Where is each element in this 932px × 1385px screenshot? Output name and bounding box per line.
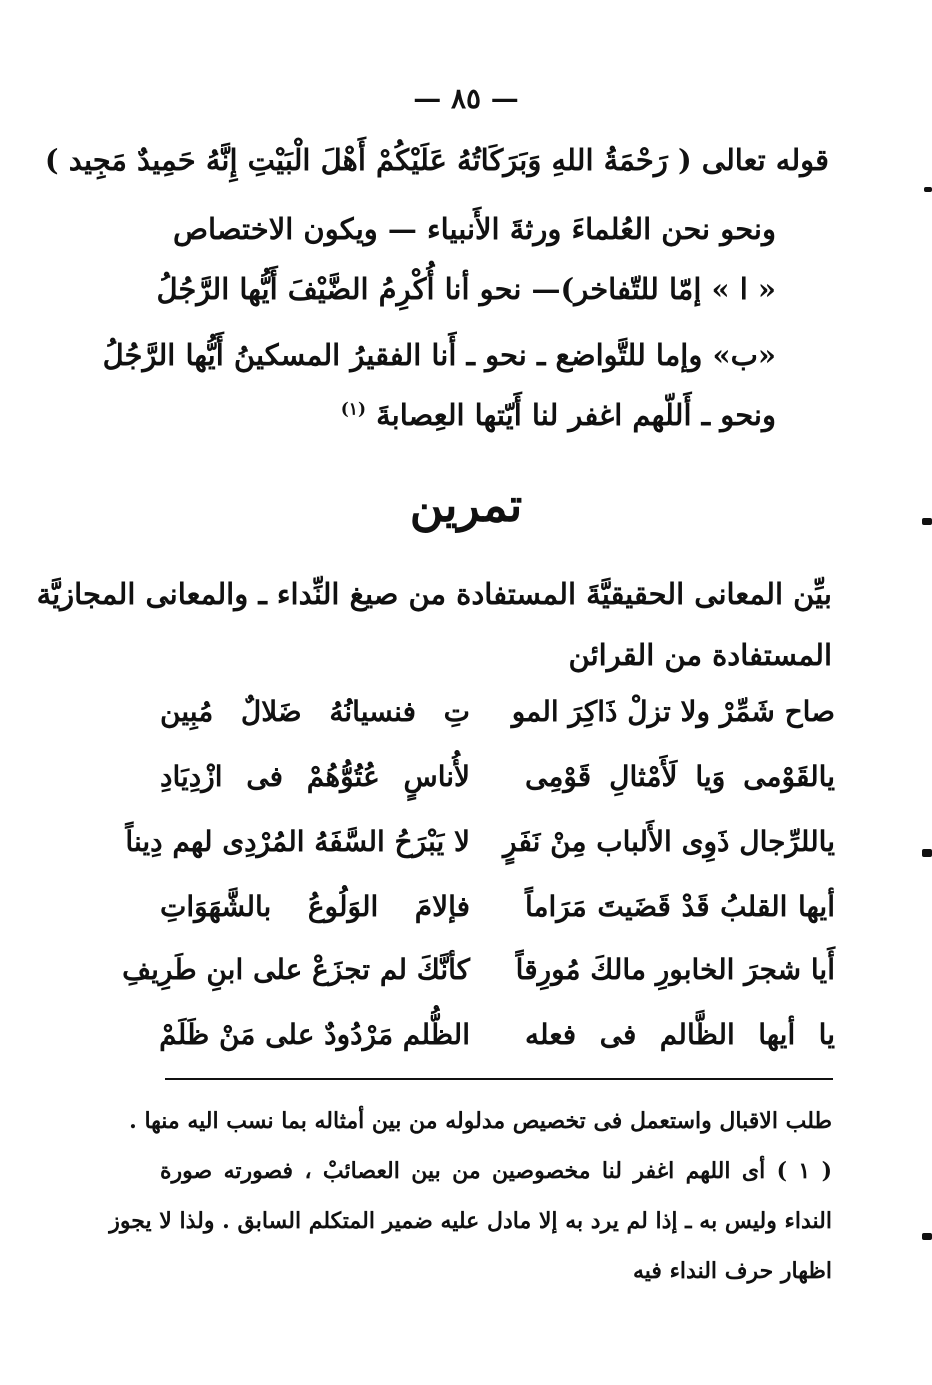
body-line-1: قوله تعالى ( رَحْمَةُ اللهِ وَبَرَكَاتُهُ عَلَيْكُمْ أَهْلَ الْبَيْتِ إِنَّهُ حَمِيدٌ مَجِيد ) <box>44 143 829 177</box>
margin-mark <box>922 518 932 525</box>
body-line-4: «ب» وإما للتَّواضع ـ نحو ـ أَنا الفقيرُ المسكينُ أَيُّها الرَّجُلُ <box>102 338 776 372</box>
verse-first-hemistich: يا أيها الظَّالم فى فعله <box>525 1018 835 1051</box>
footnote-reference: (١) <box>340 399 366 420</box>
verse-row-5 <box>122 953 835 1001</box>
body-line-5-container <box>341 398 776 433</box>
verse-row-4 <box>160 890 835 938</box>
verse-row-3 <box>125 825 835 873</box>
margin-mark <box>922 1233 932 1240</box>
body-line-3: « ا » إمّا للتّفاخر)— نحو أنا أُكْرِمُ الضَّيْفَ أَيُّها الرَّجُلُ <box>156 272 776 306</box>
verse-second-hemistich: الظُّلم مَرْدُودٌ على مَنْ ظَلَمْ <box>159 1018 470 1051</box>
verse-second-hemistich: فإلامَ الوَلُوعُ بالشَّهَوَاتِ <box>160 890 470 923</box>
verse-first-hemistich: ياللرِّجال ذَوِى الأَلباب مِنْ نَفَرٍ <box>503 825 835 858</box>
footnote-line-2: ( ١ ) أى اللهم اغفر لنا مخصوصين من بين العصائبْ ، فصورته صورة <box>160 1158 832 1184</box>
body-line-5: ونحو ـ أَللّهم اغفر لنا أَيّتها العِصابةَ <box>376 398 776 432</box>
verse-second-hemistich: كأنَّكَ لم تجزَعْ على ابنِ طَرِيفِ <box>122 953 470 986</box>
verse-row-6 <box>160 1018 835 1066</box>
instruction-line-2: المستفادة من القرائن <box>568 638 832 672</box>
verse-row-1 <box>160 695 835 743</box>
footnote-separator <box>165 1078 833 1080</box>
verse-first-hemistich: يالقَوْمى وَيا لَأَمْثالِ قَوْمِى <box>525 760 835 793</box>
verse-second-hemistich: تِ فنسيانُهُ ضَلالٌ مُبِين <box>160 695 470 728</box>
verse-second-hemistich: لا يَبْرَحُ السَّفَهُ المُرْدِى لهم دِيناً <box>125 825 470 858</box>
instruction-line-1: بيِّن المعانى الحقيقيَّةَ المستفادة من صيغ النِّداء ـ والمعانى المجازيَّة <box>36 577 832 611</box>
margin-mark <box>924 187 932 192</box>
footnote-line-4: اظهار حرف النداء فيه <box>632 1258 832 1284</box>
margin-mark <box>922 849 932 857</box>
verse-row-2 <box>160 760 835 808</box>
verse-first-hemistich: أيها القلبُ قَدْ قَضَيتَ مَرَاماً <box>525 890 835 923</box>
verse-first-hemistich: أَيا شجرَ الخابورِ مالكَ مُورِقاً <box>515 953 835 986</box>
footnote-line-3: النداء وليس به ـ إذا لم يرد به إلا مادل عليه ضمير المتكلم السابق . ولذا لا يجوز <box>109 1208 832 1234</box>
page-number: — ٨٥ — <box>413 82 519 115</box>
footnote-line-1: طلب الاقبال واستعمل فى تخصيص مدلوله من بين أمثاله بما نسب اليه منها . <box>129 1108 832 1134</box>
body-line-2: ونحو نحن العُلماءَ ورثةَ الأَنبياء — ويكون الاختصاص <box>173 212 776 246</box>
verse-second-hemistich: لأُناسٍ عُتُوُّهُمْ فى ازْدِيَادِ <box>160 760 470 793</box>
exercise-heading: تمرين <box>409 478 523 532</box>
verse-first-hemistich: صاح شَمِّرْ ولا تزلْ ذَاكِرَ المو <box>511 695 835 728</box>
